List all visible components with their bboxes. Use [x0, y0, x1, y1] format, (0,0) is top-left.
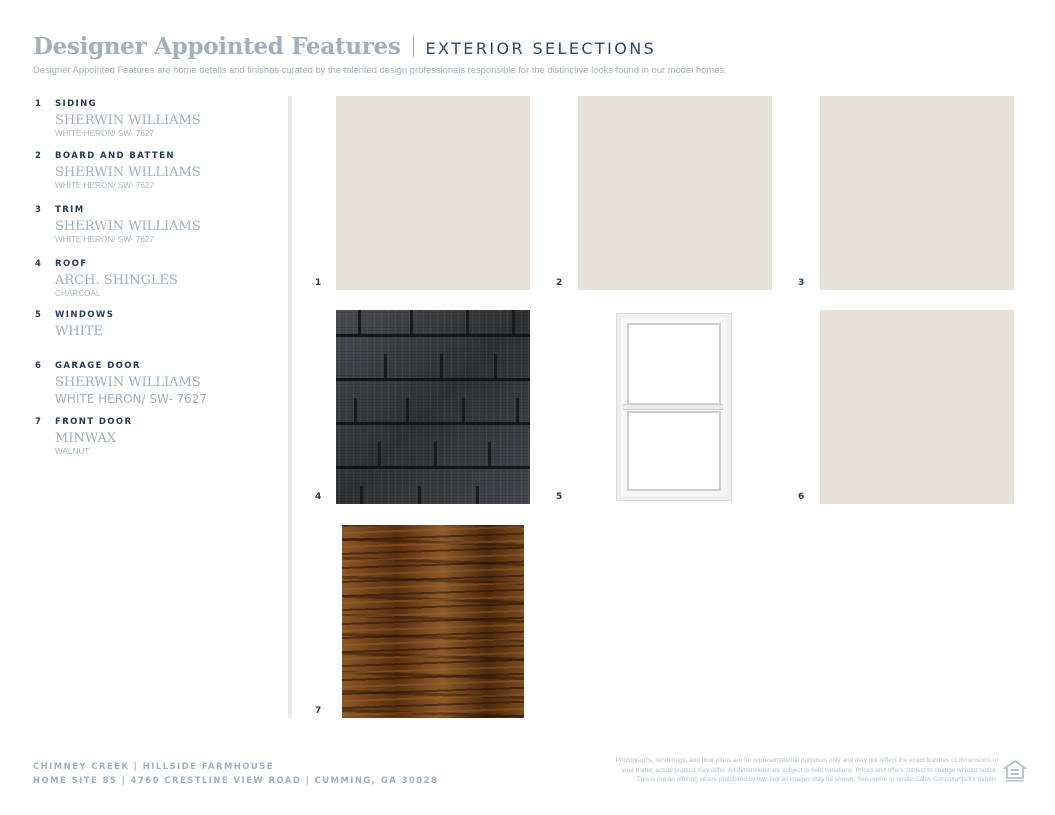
disclaimer-line: This is not an offering where prohibited by law. Not all images may be shown. See online or onsite Sales Consultants for details.: [636, 776, 998, 784]
shingle-seam: [516, 398, 519, 422]
vertical-divider: [288, 96, 292, 718]
community-line: CHIMNEY CREEK | HILLSIDE FARMHOUSE: [33, 761, 274, 771]
selection-product: SHERWIN WILLIAMS: [55, 165, 201, 180]
swatch-number: 5: [556, 492, 563, 502]
selection-product: WHITE: [55, 324, 103, 339]
shingle-seam: [488, 442, 491, 466]
selection-detail: WHITE HERON/ SW- 7627: [55, 129, 155, 138]
selection-detail: WHITE HERON/ SW- 7627: [55, 235, 155, 244]
page-header: [33, 32, 727, 75]
selection-item-windows: [35, 310, 114, 339]
selection-product: SHERWIN WILLIAMS: [55, 219, 201, 234]
swatch-number: 4: [315, 492, 322, 502]
equal-housing-opportunity-icon: [1003, 759, 1027, 783]
selection-number: 3: [35, 205, 43, 215]
footer-disclaimer: [480, 756, 998, 785]
shingle-seam: [354, 398, 357, 422]
selection-product: ARCH. SHINGLES: [55, 273, 178, 288]
selection-product: SHERWIN WILLIAMS: [55, 113, 201, 128]
shingle-seam: [512, 310, 515, 334]
selection-product: MINWAX: [55, 431, 117, 446]
shingle-seam: [494, 354, 497, 378]
window-lower-sash: [627, 411, 721, 491]
selection-label: SIDING: [55, 99, 97, 109]
selection-item-board-and-batten: [35, 151, 201, 190]
shingle-seam: [466, 310, 469, 334]
selection-label: WINDOWS: [55, 310, 115, 320]
selection-number: 6: [35, 361, 43, 371]
intro-text: Designer Appointed Features are home details and finishes curated by the talented design professionals responsible for the distinctive looks found in our model homes.: [33, 64, 727, 75]
swatch-number: 2: [556, 278, 563, 288]
selection-number: 2: [35, 151, 43, 161]
shingle-seam: [360, 486, 363, 504]
window-upper-sash: [627, 323, 721, 405]
shingle-seam: [418, 486, 421, 504]
selection-detail: WHITE HERON/ SW- 7627: [55, 181, 155, 190]
garage-door-paint-swatch: [820, 310, 1014, 504]
selection-number: 1: [35, 99, 43, 109]
shingle-seam: [410, 310, 413, 334]
roof-shingle-swatch: [336, 310, 530, 504]
selection-label: ROOF: [55, 259, 88, 269]
shingle-seam: [358, 310, 361, 334]
selection-item-trim: [35, 205, 201, 244]
selection-label: TRIM: [55, 205, 85, 215]
selection-number: 5: [35, 310, 43, 320]
shingle-seam: [462, 398, 465, 422]
selection-detail: WHITE HERON/ SW- 7627: [55, 392, 208, 406]
front-door-wood-swatch: [342, 525, 524, 718]
selection-number: 7: [35, 417, 43, 427]
page-title: Designer Appointed Features: [33, 33, 401, 60]
selection-item-front-door: [35, 417, 133, 456]
selection-label: FRONT DOOR: [55, 417, 133, 427]
shingle-seam: [476, 486, 479, 504]
board-and-batten-paint-swatch: [578, 96, 772, 290]
swatch-number: 6: [798, 492, 805, 502]
address-line: HOME SITE 85 | 4760 CRESTLINE VIEW ROAD | CUMMING, GA 30028: [33, 775, 439, 785]
swatch-number: 3: [798, 278, 805, 288]
selection-item-garage-door: [35, 361, 207, 406]
swatch-number: 1: [315, 278, 322, 288]
selection-item-siding: [35, 99, 201, 138]
window-meeting-rail: [623, 404, 723, 410]
selection-item-roof: [35, 259, 178, 298]
footer-address: [33, 759, 438, 787]
selection-product: SHERWIN WILLIAMS: [55, 375, 201, 390]
selection-label: BOARD AND BATTEN: [55, 151, 175, 161]
shingle-seam: [384, 354, 387, 378]
swatch-number: 7: [315, 706, 322, 716]
title-separator: [413, 35, 414, 57]
selection-detail: WALNUT: [55, 447, 90, 456]
section-category: EXTERIOR SELECTIONS: [425, 39, 657, 58]
shingle-seam: [434, 442, 437, 466]
window-image: [616, 313, 732, 501]
title-line: [33, 32, 727, 60]
shingle-seam: [406, 398, 409, 422]
disclaimer-line: Photographs, renderings, and floor plans are for representational purposes only and may not reflect the exact features or dimensions of: [615, 757, 998, 764]
siding-paint-swatch: [336, 96, 530, 290]
selection-label: GARAGE DOOR: [55, 361, 141, 371]
selection-number: 4: [35, 259, 43, 269]
shingle-seam: [378, 442, 381, 466]
selection-detail: CHARCOAL: [55, 289, 101, 298]
disclaimer-line: your home; actual product may differ. All dimensions are subject to field variations. Prices and offers subject to change without notice.: [621, 766, 998, 774]
shingle-seam: [440, 354, 443, 378]
trim-paint-swatch: [820, 96, 1014, 290]
